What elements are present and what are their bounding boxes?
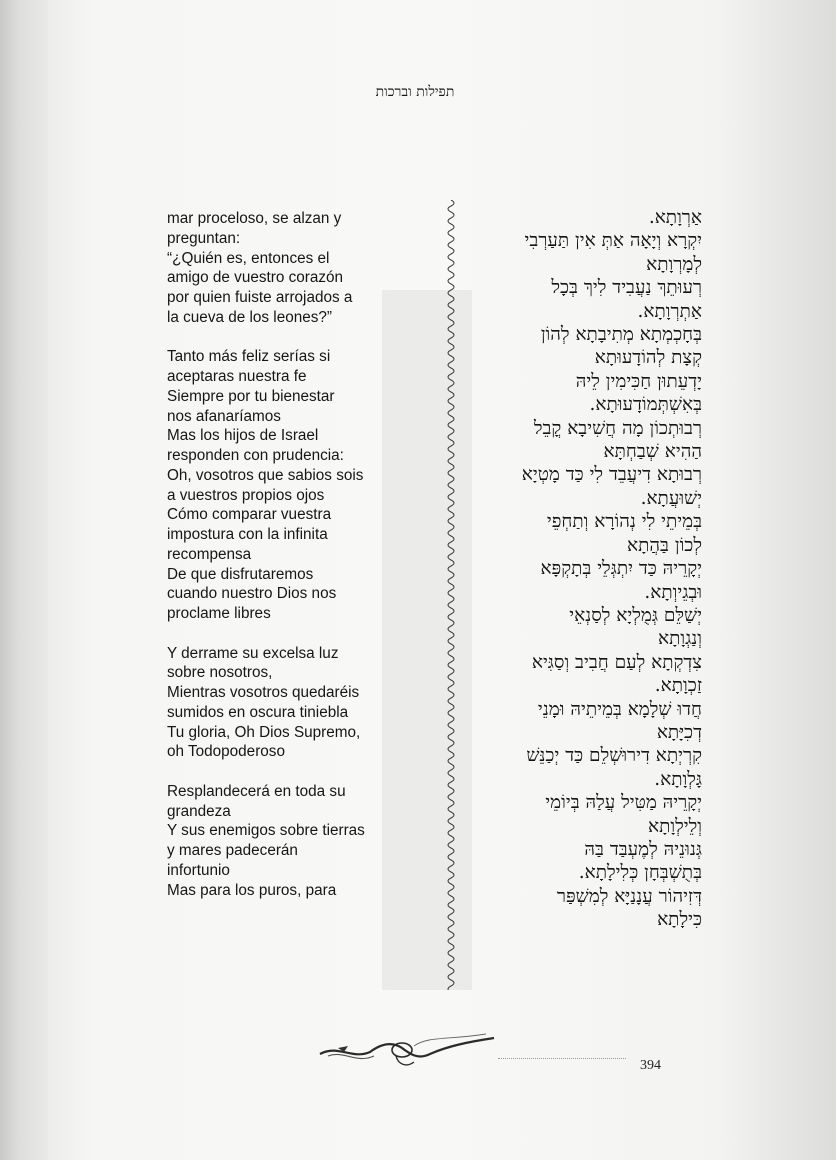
hebrew-line: לְכוֹן בַּהֲתָא (627, 534, 702, 556)
spanish-stanza (167, 209, 427, 328)
spanish-line: Tanto más feliz serías si (167, 348, 331, 366)
spanish-line: Y derrame su excelsa luz (167, 644, 339, 662)
hebrew-line: אַרְוָתָא. (648, 207, 702, 228)
spanish-line: amigo de vuestro corazón (167, 269, 344, 287)
spanish-line: Mientras vosotros quedaréis (167, 684, 360, 701)
hebrew-line: לְמָרְוָתָא (646, 253, 702, 275)
hebrew-line: דְּזִיהוֹר עֲנָנַיָּא לְמִשְׁפַּר (556, 885, 702, 907)
spanish-stanza (167, 782, 427, 901)
spanish-line: grandeza (167, 802, 231, 820)
spanish-line: Oh, vosotros que sabios sois (167, 466, 364, 484)
hebrew-line: קְצָת לְהוֹדָעוּתָא (594, 347, 702, 369)
spanish-line: a vuestros propios ojos (167, 486, 325, 504)
hebrew-line: הַהִיא שְׁבַחְתָּא (603, 441, 702, 463)
hebrew-line: יְשַׁלֵּם גְּמֻלְיָא לְסַנְאֵי (569, 604, 702, 626)
spanish-line: De que disfrutaremos (167, 565, 314, 583)
spanish-line: oh Todopoderoso (167, 743, 285, 761)
spanish-line: Mas los hijos de Israel (167, 427, 319, 445)
spanish-line: impostura con la infinita (167, 526, 328, 543)
spanish-line: Resplandecerá en toda su (167, 782, 346, 800)
spanish-line: mar proceloso, se alzan y (167, 210, 342, 227)
running-head: תפילות וברכות (375, 84, 455, 100)
spanish-line: sobre nosotros, (167, 664, 273, 682)
hebrew-line: וְנַגְוָתָא (658, 628, 702, 650)
spanish-line: Y sus enemigos sobre tierras (167, 822, 365, 840)
spanish-line: Mas para los puros, para (167, 881, 337, 899)
hebrew-line: יָדְעֵתוּן חַכִּימִין לֵיהּ (575, 370, 702, 392)
hebrew-line: וּבְגֵיוְתָא. (644, 581, 702, 603)
spanish-stanza (167, 347, 427, 624)
hebrew-line: וְלֵילְוָתָא (647, 815, 702, 837)
spanish-column (167, 209, 427, 920)
spanish-line: cuando nuestro Dios nos (167, 585, 337, 603)
page-number: 394 (640, 1058, 661, 1073)
spanish-line: sumidos en oscura tiniebla (167, 703, 349, 721)
spanish-line: infortunio (167, 861, 230, 879)
hebrew-line: יְקָרֵיהּ כַּד יִתְגְּלֵי בְּתָקְפָּא (540, 558, 702, 580)
hebrew-line: בְּאִשְׁתְּמוֹדָעוּתָא. (589, 394, 702, 416)
hebrew-line: יְשׁוּעֲתָא. (640, 487, 702, 509)
hebrew-line: בְּחָכְמְתָא מְתִיבָתָא לְהוֹן (540, 324, 702, 346)
hebrew-line: בְּתֻשְׁבְּחָן כְּלִילָתָא. (578, 862, 702, 884)
ornament-flourish (318, 1030, 498, 1072)
spanish-line: nos afanaríamos (167, 407, 281, 425)
hebrew-line: כִּילָתָא (657, 909, 702, 931)
hebrew-line: גָּלְוָתָא. (654, 768, 702, 790)
hebrew-line: דְכִיָּתָא (656, 721, 702, 743)
spanish-line: y mares padecerán (167, 842, 298, 859)
hebrew-line: רְבוּתְכוֹן מָה חֲשִׁיבָא קֳבֵל (533, 417, 702, 439)
hebrew-line: קִרְיְתָא דִירוּשְׁלֵם כַּד יְכַנֵּשׁ (526, 745, 702, 767)
hebrew-line: אַתְרְוָתָא. (637, 300, 702, 322)
hebrew-line: יְקָרֵיהּ מַטִּיל עֲלַהּ בְּיוֹמֵי (545, 792, 702, 814)
hebrew-line: חֲדוּ שְׁלָמָא בְּמֵיתֵיהּ וּמָנֵי (537, 698, 702, 720)
hebrew-line: גְּנוּנֵיהּ לְמֶעְבַּד בַּהּ (584, 838, 702, 860)
hebrew-line: יִקְרָא וְיָאָה אַתְּ אִין תַּעַרְבִי (524, 230, 702, 252)
spanish-line: aceptaras nuestra fe (167, 368, 307, 385)
spanish-line: la cueva de los leones?” (167, 308, 332, 326)
hebrew-line: רְבוּתָא דִיעֲבֵד לִי כַּד מָטְיָא (521, 464, 702, 486)
spanish-stanza (167, 644, 427, 763)
spanish-line: responden con prudencia: (167, 447, 344, 464)
spanish-line: recompensa (167, 545, 252, 563)
spanish-line: proclame libres (167, 605, 271, 622)
spanish-line: preguntan: (167, 229, 241, 247)
spanish-line: Tu gloria, Oh Dios Supremo, (167, 723, 361, 741)
hebrew-column (462, 206, 702, 932)
hebrew-line: רְעוּתֵךְ נַעֲבִיד לִיךְ בְּכָל (551, 277, 702, 299)
spanish-line: “¿Quién es, entonces el (167, 249, 330, 267)
footer-leader-dots (498, 1058, 626, 1059)
spanish-line: por quien fuiste arrojados a (167, 289, 353, 306)
spanish-line: Siempre por tu bienestar (167, 387, 335, 405)
spanish-line: Cómo comparar vuestra (167, 506, 332, 524)
book-gutter (0, 0, 48, 1160)
hebrew-line: בְּמֵיתֵי לִי נְהוֹרָא וְתַחְפֵי (546, 511, 702, 533)
hebrew-line: צִדְקְתָא לְעַם חֲבִיב וְסַגִּיא (531, 651, 702, 673)
wavy-column-divider (438, 200, 464, 990)
hebrew-line: זַכְוָתָא. (654, 675, 702, 697)
